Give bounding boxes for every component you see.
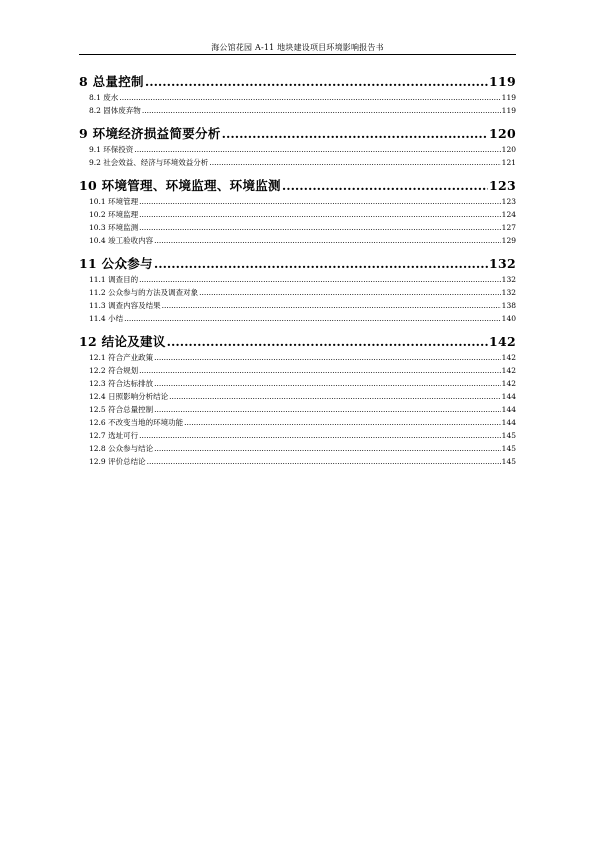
toc-section-page: 144: [501, 392, 516, 401]
toc-group-spacer: [79, 325, 516, 328]
toc-section-page: 132: [501, 288, 516, 297]
toc-section-entry[interactable]: [79, 455, 516, 468]
toc-section-title: 9.1 环保投资: [89, 145, 134, 154]
toc-dot-leader: [119, 91, 500, 104]
toc-section-title: 12.2 符合规划: [89, 366, 139, 375]
toc-chapter-title: 10 环境管理、环境监理、环境监测: [79, 178, 281, 193]
toc-dot-leader: [184, 416, 501, 429]
toc-dot-leader: [145, 72, 488, 91]
toc-dot-leader: [139, 273, 501, 286]
toc-dot-leader: [169, 390, 501, 403]
toc-section-entry[interactable]: [79, 195, 516, 208]
toc-dot-leader: [139, 221, 501, 234]
toc-section-title: 12.5 符合总量控制: [89, 405, 154, 414]
toc-chapter-entry[interactable]: [79, 332, 516, 351]
toc-section-entry[interactable]: [79, 364, 516, 377]
toc-section-entry[interactable]: [79, 299, 516, 312]
running-header: 海公馆花园 A-11 地块建设项目环境影响报告书: [211, 43, 384, 52]
toc-section-entry[interactable]: [79, 273, 516, 286]
toc-section-page: 142: [501, 379, 516, 388]
toc-dot-leader: [154, 351, 501, 364]
toc-chapter-page: 120: [489, 126, 516, 141]
toc-section-entry[interactable]: [79, 442, 516, 455]
toc-section-title: 12.6 不改变当地的环境功能: [89, 418, 184, 427]
toc-section-title: 11.4 小结: [89, 314, 124, 323]
toc-section-page: 145: [501, 457, 516, 466]
toc-dot-leader: [142, 104, 501, 117]
toc-chapter-entry[interactable]: [79, 124, 516, 143]
toc-dot-leader: [154, 234, 501, 247]
toc-section-page: 132: [501, 275, 516, 284]
toc-section-page: 127: [501, 223, 516, 232]
toc-section-title: 10.2 环境监理: [89, 210, 139, 219]
toc-section-page: 142: [501, 353, 516, 362]
toc-section-page: 144: [501, 418, 516, 427]
toc-section-page: 119: [501, 93, 516, 102]
toc-dot-leader: [139, 195, 501, 208]
toc-section-page: 138: [501, 301, 516, 310]
toc-group-spacer: [79, 117, 516, 120]
header-rule: [79, 54, 516, 55]
toc-section-entry[interactable]: [79, 221, 516, 234]
toc-chapter-page: 119: [489, 74, 516, 89]
toc-section-title: 10.3 环境监测: [89, 223, 139, 232]
toc-dot-leader: [124, 312, 501, 325]
toc-section-entry[interactable]: [79, 403, 516, 416]
toc-section-title: 8.1 废水: [89, 93, 119, 102]
toc-section-entry[interactable]: [79, 351, 516, 364]
toc-chapter-title: 12 结论及建议: [79, 334, 166, 349]
toc-dot-leader: [154, 254, 488, 273]
toc-section-entry[interactable]: [79, 143, 516, 156]
toc-chapter-entry[interactable]: [79, 254, 516, 273]
toc-section-title: 12.8 公众参与结论: [89, 444, 154, 453]
toc-section-page: 120: [501, 145, 516, 154]
toc-section-page: 142: [501, 366, 516, 375]
toc-dot-leader: [282, 176, 488, 195]
toc-section-title: 12.3 符合达标排放: [89, 379, 154, 388]
toc-section-page: 129: [501, 236, 516, 245]
toc-section-page: 140: [501, 314, 516, 323]
toc-section-entry[interactable]: [79, 390, 516, 403]
toc-section-entry[interactable]: [79, 429, 516, 442]
toc-dot-leader: [147, 455, 501, 468]
toc-section-title: 10.1 环境管理: [89, 197, 139, 206]
toc-section-title: 9.2 社会效益、经济与环境效益分析: [89, 158, 209, 167]
toc-section-title: 10.4 竣工验收内容: [89, 236, 154, 245]
toc-section-entry[interactable]: [79, 104, 516, 117]
toc-section-page: 124: [501, 210, 516, 219]
toc-section-title: 8.2 固体废弃物: [89, 106, 141, 115]
toc-dot-leader: [134, 143, 500, 156]
toc-section-page: 123: [501, 197, 516, 206]
toc-section-page: 144: [501, 405, 516, 414]
toc-section-title: 12.1 符合产业政策: [89, 353, 154, 362]
toc-dot-leader: [154, 403, 501, 416]
toc-section-entry[interactable]: [79, 234, 516, 247]
toc-section-page: 145: [501, 444, 516, 453]
toc-dot-leader: [139, 429, 501, 442]
toc-section-entry[interactable]: [79, 91, 516, 104]
toc-section-entry[interactable]: [79, 156, 516, 169]
toc-chapter-page: 132: [489, 256, 516, 271]
toc-section-title: 11.1 调查目的: [89, 275, 139, 284]
table-of-contents: [79, 72, 516, 471]
toc-dot-leader: [209, 156, 500, 169]
toc-group-spacer: [79, 169, 516, 172]
toc-section-title: 12.7 选址可行: [89, 431, 139, 440]
toc-section-title: 11.2 公众参与的方法及调查对象: [89, 288, 199, 297]
toc-chapter-title: 8 总量控制: [79, 74, 144, 89]
toc-dot-leader: [139, 208, 501, 221]
toc-section-title: 12.9 评价总结论: [89, 457, 146, 466]
toc-section-entry[interactable]: [79, 416, 516, 429]
toc-chapter-entry[interactable]: [79, 72, 516, 91]
toc-section-entry[interactable]: [79, 286, 516, 299]
toc-section-entry[interactable]: [79, 208, 516, 221]
toc-section-page: 145: [501, 431, 516, 440]
toc-section-title: 11.3 调查内容及结果: [89, 301, 161, 310]
toc-chapter-entry[interactable]: [79, 176, 516, 195]
toc-dot-leader: [162, 299, 501, 312]
toc-section-entry[interactable]: [79, 377, 516, 390]
toc-section-page: 121: [501, 158, 516, 167]
toc-chapter-page: 142: [489, 334, 516, 349]
toc-group-spacer: [79, 468, 516, 471]
toc-dot-leader: [222, 124, 488, 143]
toc-group-spacer: [79, 247, 516, 250]
toc-dot-leader: [154, 377, 501, 390]
toc-chapter-page: 123: [489, 178, 516, 193]
toc-dot-leader: [154, 442, 501, 455]
toc-dot-leader: [139, 364, 501, 377]
toc-chapter-title: 11 公众参与: [79, 256, 153, 271]
toc-section-page: 119: [501, 106, 516, 115]
toc-dot-leader: [199, 286, 501, 299]
toc-section-title: 12.4 日照影响分析结论: [89, 392, 169, 401]
toc-section-entry[interactable]: [79, 312, 516, 325]
toc-chapter-title: 9 环境经济损益简要分析: [79, 126, 221, 141]
toc-dot-leader: [167, 332, 488, 351]
